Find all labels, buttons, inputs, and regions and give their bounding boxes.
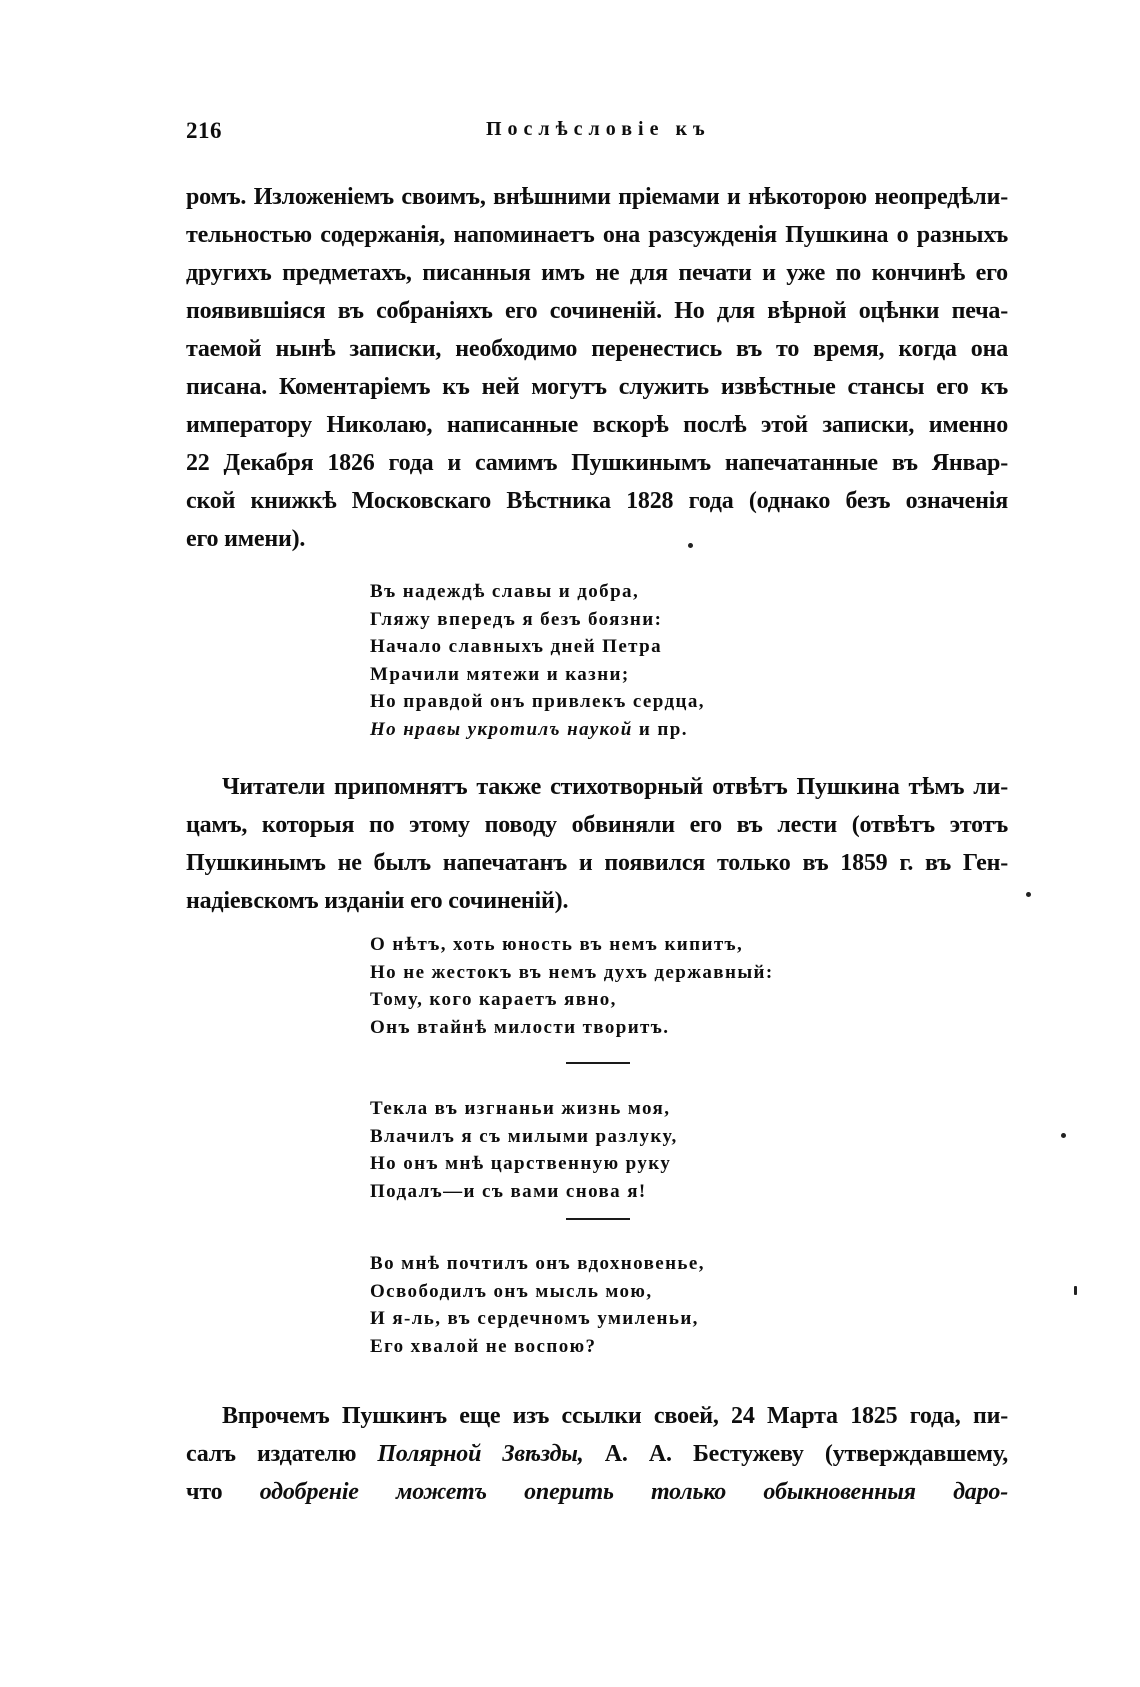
- print-speck: [688, 543, 693, 548]
- paragraph-line: [186, 1473, 1008, 1511]
- paragraph-text: салъ издателю: [186, 1441, 378, 1467]
- paragraph-italic-text: Полярной Звѣзды,: [377, 1441, 584, 1467]
- page-header: [186, 118, 1008, 152]
- verse-line: О нѣтъ, хоть юность въ немъ кипитъ,: [370, 934, 744, 955]
- verse-stanza-3: [370, 1095, 930, 1205]
- paragraph-line: Читатели припомнятъ также стихотворный отвѣтъ Пушкина тѣмъ ли-: [222, 774, 1008, 800]
- paragraph-line: надіевскомъ изданіи его сочиненій).: [186, 888, 569, 914]
- paragraph-line: его имени).: [186, 526, 306, 552]
- verse-line: Тому, кого караетъ явно,: [370, 989, 617, 1010]
- verse-etc: и пр.: [638, 718, 688, 740]
- verse-line: Подалъ—и съ вами снова я!: [370, 1180, 647, 1202]
- print-speck: [1026, 892, 1031, 897]
- paragraph-line: Пушкинымъ не былъ напечатанъ и появился только въ 1859 г. въ Ген-: [186, 850, 1008, 876]
- paragraph-3: [186, 1397, 1008, 1511]
- paragraph-text: что: [186, 1479, 260, 1505]
- paragraph-text: А. А. Бестужеву (утверждавшему,: [583, 1441, 1009, 1467]
- paragraph-line: Впрочемъ Пушкинъ еще изъ ссылки своей, 24 Марта 1825 года, пи-: [222, 1403, 1008, 1429]
- paragraph-line: появившіяся въ собраніяхъ его сочиненій. Но для вѣрной оцѣнки печа-: [186, 298, 1008, 324]
- paragraph-line: ромъ. Изложеніемъ своимъ, внѣшними пріемами и нѣкоторою неопредѣли-: [186, 184, 1008, 210]
- paragraph-italic-text: одобреніе можетъ оперить только обыкновенныя даро-: [259, 1479, 1008, 1505]
- page-number: 216: [186, 118, 222, 143]
- stanza-divider: [566, 1218, 630, 1220]
- verse-line: Но правдой онъ привлекъ сердца,: [370, 691, 705, 712]
- verse-line: Освободилъ онъ мысль мою,: [370, 1280, 653, 1302]
- verse-line: Во мнѣ почтилъ онъ вдохновенье,: [370, 1253, 705, 1274]
- stanza-divider: [566, 1062, 630, 1064]
- print-speck: [1074, 1286, 1077, 1295]
- verse-line: Въ надеждѣ славы и добра,: [370, 581, 640, 602]
- paragraph-line: ской книжкѣ Московскаго Вѣстника 1828 года (однако безъ означенія: [186, 488, 1008, 514]
- verse-line: Текла въ изгнаньи жизнь моя,: [370, 1098, 671, 1119]
- paragraph-line: императору Николаю, написанные вскорѣ послѣ этой записки, именно: [186, 412, 1008, 438]
- verse-stanza-1: [370, 578, 930, 743]
- paragraph-1: [186, 178, 1008, 558]
- paragraph-line: писана. Коментаріемъ къ ней могутъ служить извѣстные стансы его къ: [186, 374, 1008, 400]
- verse-line: Его хвалой не воспою?: [370, 1335, 597, 1357]
- verse-line: Онъ втайнѣ милости творитъ.: [370, 1016, 670, 1038]
- paragraph-line: тельностью содержанія, напоминаетъ она разсужденія Пушкина о разныхъ: [186, 222, 1008, 248]
- paragraph-line: таемой нынѣ записки, необходимо перенестись въ то время, когда она: [186, 336, 1008, 362]
- verse-line: Влачилъ я съ милыми разлуку,: [370, 1125, 678, 1147]
- paragraph-line: цамъ, которыя по этому поводу обвиняли его въ лести (отвѣтъ этотъ: [186, 812, 1008, 838]
- paragraph-line: 22 Декабря 1826 года и самимъ Пушкинымъ напечатанные въ Январ-: [186, 450, 1008, 476]
- paragraph-line: другихъ предметахъ, писанныя имъ не для печати и уже по кончинѣ его: [186, 260, 1008, 286]
- paragraph-2: [186, 768, 1008, 920]
- verse-line: Но онъ мнѣ царственную руку: [370, 1153, 672, 1174]
- verse-italic-text: Но нравы укротилъ наукой: [370, 718, 633, 740]
- verse-stanza-2: [370, 931, 930, 1041]
- running-title: Послѣсловіе къ: [486, 118, 711, 140]
- verse-line-last: [370, 716, 930, 744]
- verse-line: Мрачили мятежи и казни;: [370, 663, 630, 685]
- verse-stanza-4: [370, 1250, 930, 1360]
- paragraph-line: [186, 1435, 1008, 1473]
- verse-line: Начало славныхъ дней Петра: [370, 636, 662, 657]
- print-speck: [1061, 1133, 1066, 1138]
- verse-line: Гляжу впередъ я безъ боязни:: [370, 608, 663, 630]
- verse-line: Но не жестокъ въ немъ духъ державный:: [370, 961, 774, 983]
- verse-line: И я-ль, въ сердечномъ умиленьи,: [370, 1308, 699, 1329]
